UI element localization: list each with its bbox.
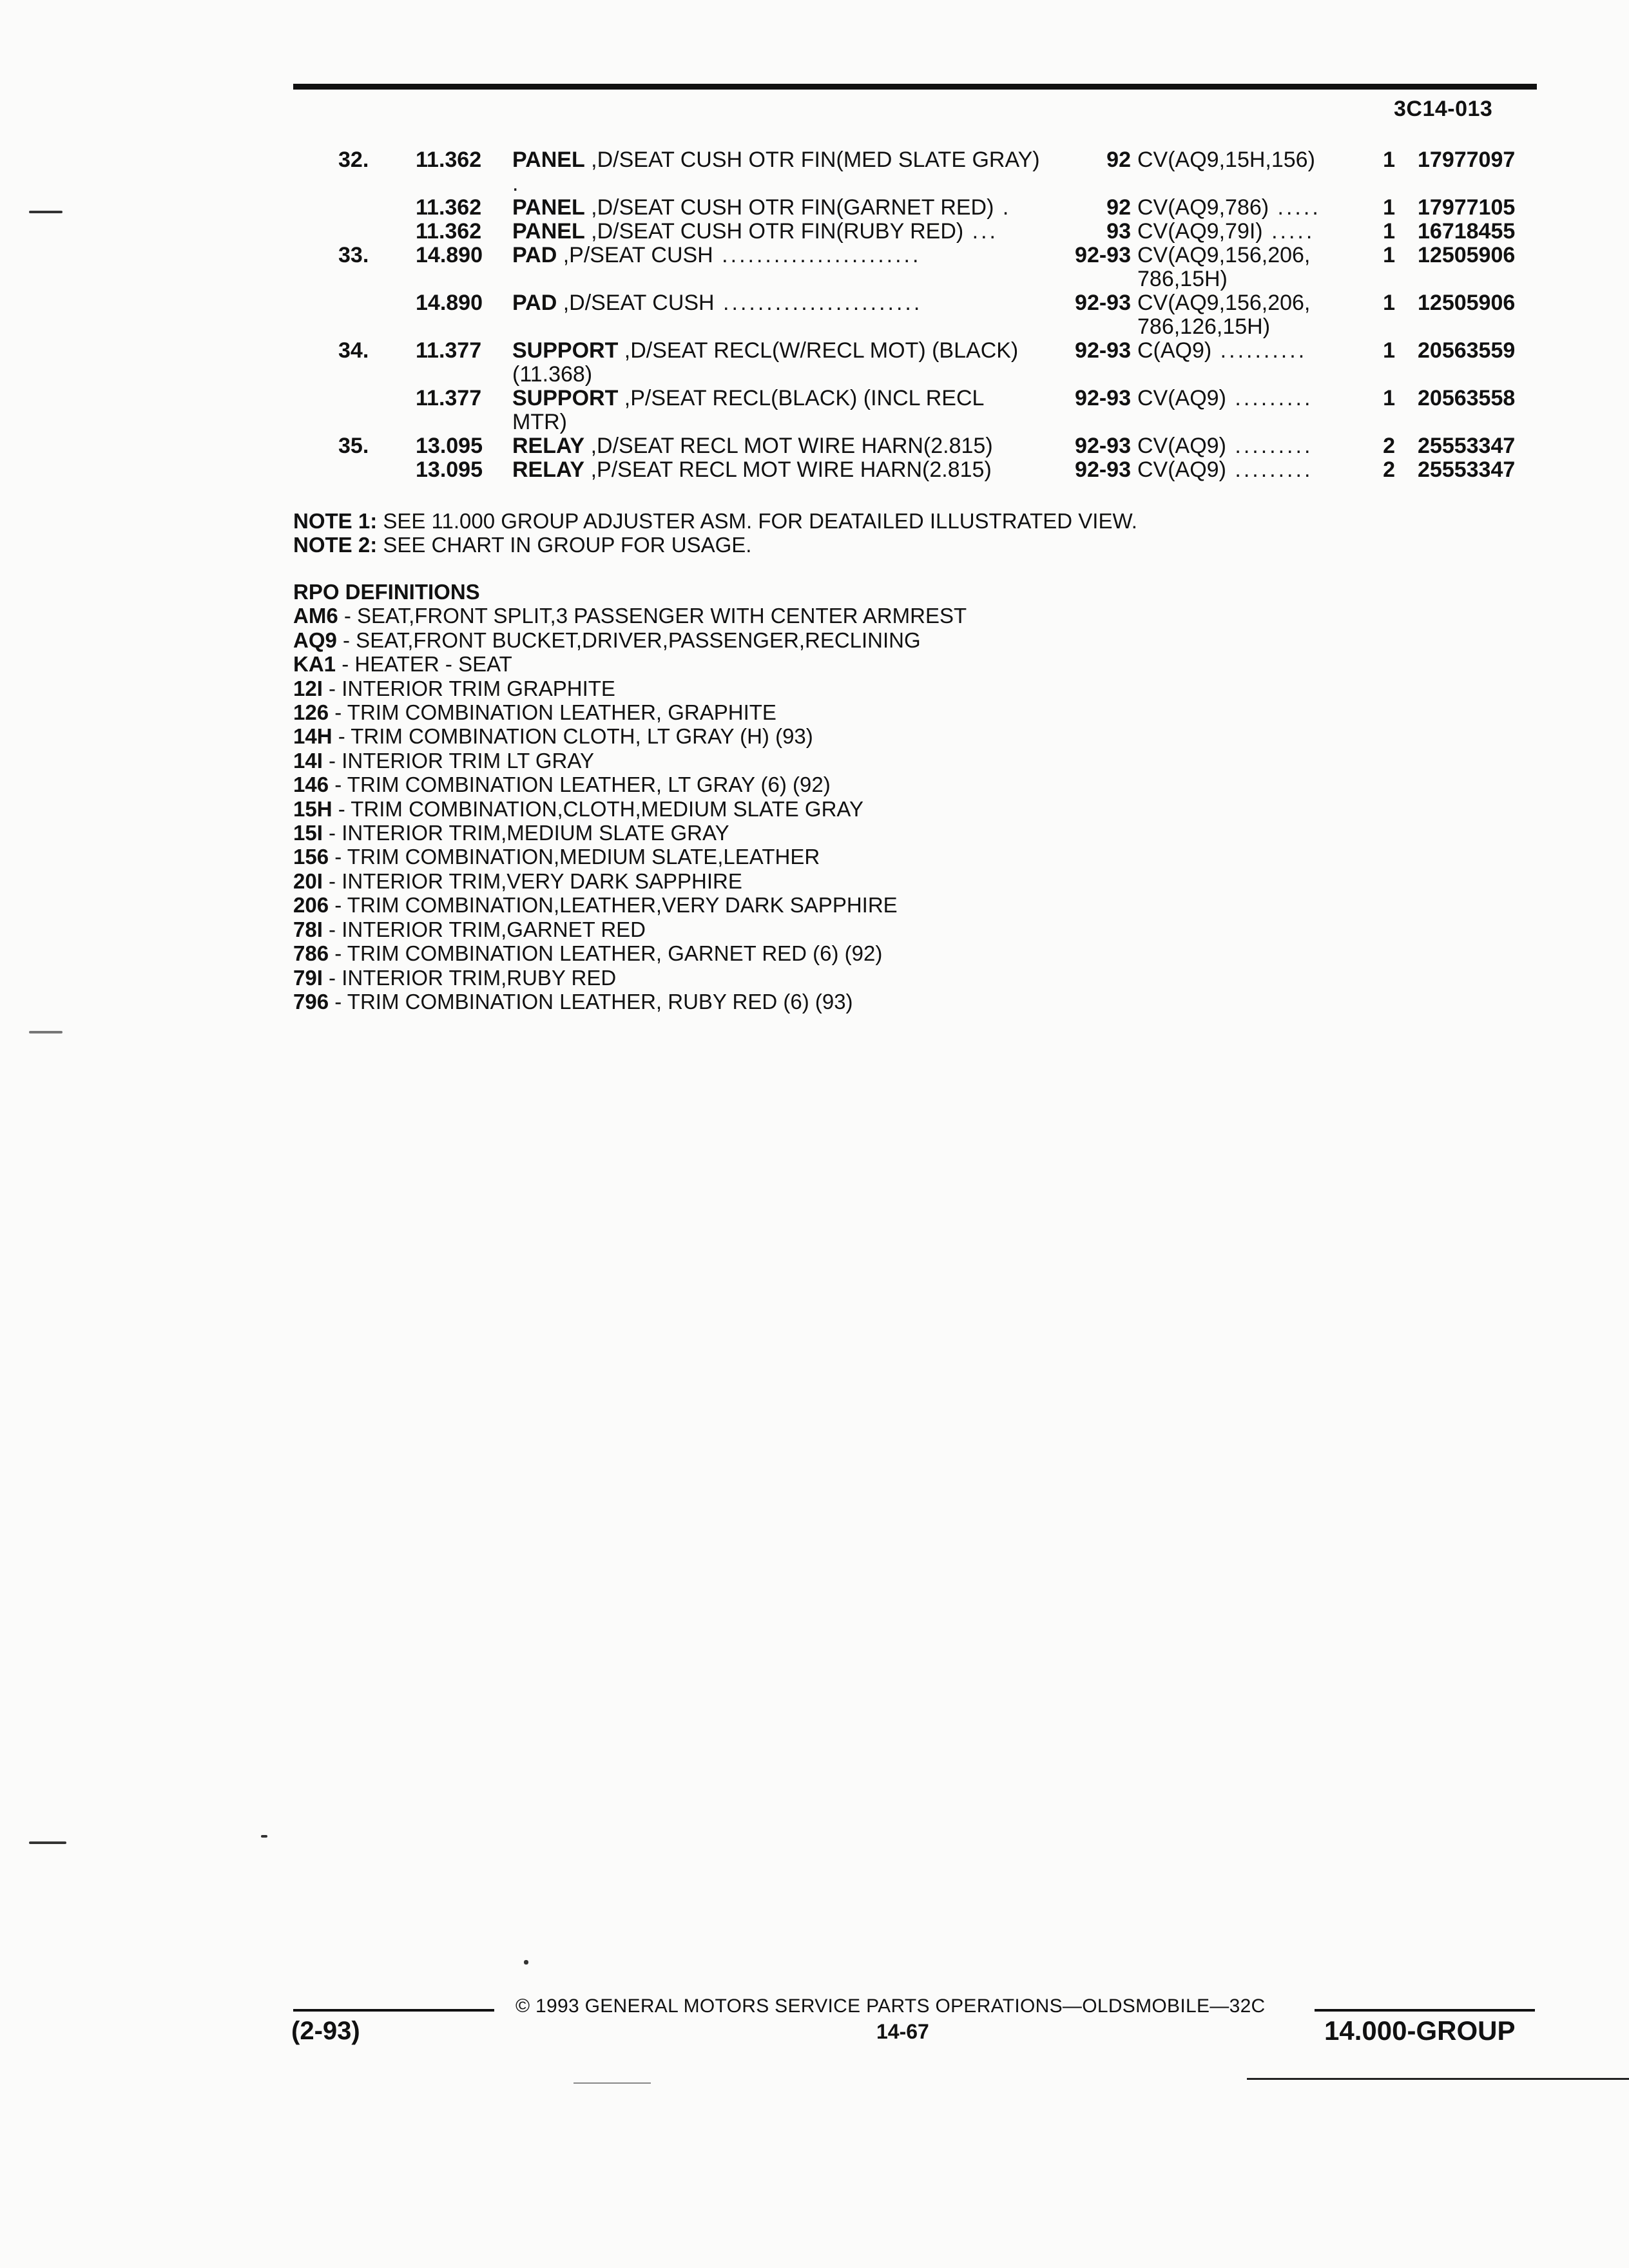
quantity: 2 [1383, 434, 1395, 458]
rpo-text: - TRIM COMBINATION,MEDIUM SLATE,LEATHER [329, 845, 820, 869]
item-number: 34. [338, 338, 369, 363]
dot-leader: ..... [1262, 219, 1315, 244]
part-name: RELAY [512, 457, 585, 482]
part-detail: ,P/SEAT CUSH [557, 243, 713, 267]
model-year: 92 [1106, 195, 1131, 220]
rpo-item [293, 893, 967, 917]
group-code: 14.890 [416, 243, 483, 267]
quantity: 1 [1383, 291, 1395, 315]
model-year: 92-93 [1075, 243, 1131, 267]
quantity: 1 [1383, 386, 1395, 410]
usage-code [1137, 196, 1353, 220]
rpo-item [293, 773, 967, 796]
rpo-item [293, 677, 967, 700]
quantity: 1 [1383, 338, 1395, 363]
part-detail: ,D/SEAT CUSH OTR FIN(GARNET RED) [584, 195, 994, 220]
group-code: 11.377 [416, 338, 482, 363]
rpo-code: 78I [293, 917, 323, 941]
rpo-code: 786 [293, 941, 329, 966]
model-year: 92-93 [1075, 457, 1131, 482]
usage-text: CV(AQ9) [1137, 386, 1226, 410]
rpo-code: 20I [293, 869, 323, 893]
rpo-text: - TRIM COMBINATION,LEATHER,VERY DARK SAPPHIRE [329, 893, 898, 918]
scan-line [574, 2082, 651, 2084]
usage-text: C(AQ9) [1137, 338, 1212, 363]
note-line [293, 533, 1137, 557]
footer-rule-right [1315, 2009, 1535, 2012]
part-name: SUPPORT [512, 386, 619, 410]
part-name: SUPPORT [512, 338, 619, 363]
table-row [293, 196, 1537, 220]
rpo-text: - INTERIOR TRIM,MEDIUM SLATE GRAY [322, 821, 729, 845]
note-label: NOTE 1: [293, 509, 378, 533]
rpo-item [293, 869, 967, 893]
quantity: 1 [1383, 148, 1395, 172]
rpo-text: - SEAT,FRONT SPLIT,3 PASSENGER WITH CENTER ARMREST [338, 604, 967, 628]
rpo-code: AM6 [293, 604, 338, 628]
usage-text: CV(AQ9,156,206, 786,126,15H) [1137, 291, 1311, 339]
scan-line [1247, 2078, 1629, 2080]
rpo-code: 156 [293, 845, 329, 869]
rpo-list [293, 604, 967, 1014]
table-row [293, 434, 1537, 458]
note-text: SEE 11.000 GROUP ADJUSTER ASM. FOR DEATAILED ILLUSTRATED VIEW. [377, 509, 1137, 533]
usage-code [1137, 220, 1353, 244]
part-detail: ,D/SEAT CUSH [557, 291, 715, 315]
model-year: 92-93 [1075, 386, 1131, 410]
dot-leader: ......... [1226, 386, 1313, 410]
rpo-text: - TRIM COMBINATION LEATHER, GARNET RED (6) (92) [329, 941, 883, 966]
part-description [512, 244, 1041, 267]
footer-group: 14.000-GROUP [1324, 2015, 1516, 2046]
part-number: 17977105 [1418, 195, 1516, 220]
table-row [293, 148, 1537, 196]
usage-code [1137, 434, 1353, 458]
model-year: 92-93 [1075, 291, 1131, 315]
usage-text: CV(AQ9,786) [1137, 195, 1269, 220]
rpo-text: - SEAT,FRONT BUCKET,DRIVER,PASSENGER,RECLINING [336, 628, 921, 652]
rpo-text: - TRIM COMBINATION LEATHER, LT GRAY (6) (92) [329, 773, 831, 797]
model-year: 92-93 [1075, 338, 1131, 363]
rpo-text: - TRIM COMBINATION LEATHER, RUBY RED (6) (93) [329, 989, 853, 1014]
rpo-item [293, 724, 967, 748]
rpo-code: 14I [293, 748, 323, 773]
rpo-item [293, 652, 967, 676]
group-code: 11.362 [416, 219, 482, 244]
rpo-text: - TRIM COMBINATION,CLOTH,MEDIUM SLATE GRAY [332, 796, 863, 821]
usage-text: CV(AQ9,156,206, 786,15H) [1137, 243, 1311, 291]
notes-section [293, 509, 1137, 557]
footer-rule-left [293, 2009, 494, 2012]
part-number: 25553347 [1418, 457, 1516, 482]
group-code: 11.362 [416, 195, 482, 220]
part-description [512, 291, 1041, 315]
scan-mark [524, 1960, 528, 1965]
rpo-item [293, 990, 967, 1014]
usage-code [1137, 244, 1353, 291]
rpo-title: RPO DEFINITIONS [293, 580, 480, 604]
quantity: 1 [1383, 219, 1395, 244]
note-label: NOTE 2: [293, 533, 378, 557]
rpo-item [293, 918, 967, 941]
rpo-code: 796 [293, 989, 329, 1014]
rpo-item [293, 821, 967, 845]
rpo-code: KA1 [293, 652, 336, 677]
model-year: 92 [1106, 148, 1131, 172]
rpo-code: 206 [293, 893, 329, 918]
usage-text: CV(AQ9,79I) [1137, 219, 1263, 244]
scan-mark [29, 1031, 63, 1033]
dot-leader: ......... [1226, 434, 1313, 458]
part-detail: ,D/SEAT RECL(W/RECL MOT) (BLACK)(11.368) [512, 338, 1019, 387]
part-number: 25553347 [1418, 434, 1516, 458]
dot-leader: ......... [1226, 457, 1313, 482]
part-description [512, 458, 1041, 482]
part-detail: ,D/SEAT RECL MOT WIRE HARN(2.815) [584, 434, 993, 458]
table-row [293, 458, 1537, 482]
table-row [293, 220, 1537, 244]
copyright: © 1993 GENERAL MOTORS SERVICE PARTS OPERATIONS—OLDSMOBILE—32C [516, 1995, 1266, 2017]
part-number: 20563558 [1418, 386, 1516, 410]
table-row [293, 291, 1537, 339]
part-number: 17977097 [1418, 148, 1516, 172]
rpo-text: - INTERIOR TRIM LT GRAY [322, 748, 594, 773]
note-text: SEE CHART IN GROUP FOR USAGE. [377, 533, 752, 557]
rpo-item [293, 797, 967, 821]
group-code: 13.095 [416, 457, 483, 482]
usage-code [1137, 291, 1353, 339]
part-number: 12505906 [1418, 243, 1516, 267]
table-row [293, 244, 1537, 291]
part-number: 12505906 [1418, 291, 1516, 315]
rpo-text: - INTERIOR TRIM,RUBY RED [322, 965, 617, 990]
item-number: 32. [338, 148, 369, 172]
item-number: 33. [338, 243, 369, 267]
part-name: PAD [512, 243, 557, 267]
item-number: 35. [338, 434, 369, 458]
dot-leader: ....................... [713, 243, 921, 267]
rpo-text: - TRIM COMBINATION LEATHER, GRAPHITE [329, 700, 776, 725]
quantity: 2 [1383, 457, 1395, 482]
part-detail: ,P/SEAT RECL MOT WIRE HARN(2.815) [584, 457, 992, 482]
page-code: 3C14-013 [1394, 97, 1493, 121]
group-code: 14.890 [416, 291, 483, 315]
rpo-text: - INTERIOR TRIM,VERY DARK SAPPHIRE [322, 869, 742, 893]
rpo-item [293, 628, 967, 652]
footer-page-number: 14-67 [876, 2020, 929, 2043]
scan-mark [29, 211, 63, 213]
footer-date: (2-93) [291, 2017, 360, 2045]
part-detail: ,P/SEAT RECL(BLACK) (INCL RECL MTR) [512, 386, 984, 434]
group-code: 13.095 [416, 434, 483, 458]
rpo-text: - INTERIOR TRIM,GARNET RED [322, 917, 646, 941]
part-number: 16718455 [1418, 219, 1516, 244]
rpo-item [293, 749, 967, 773]
part-description [512, 434, 1041, 458]
rpo-definitions [293, 580, 967, 1014]
rpo-text: - INTERIOR TRIM GRAPHITE [322, 676, 615, 700]
rpo-item [293, 941, 967, 965]
group-code: 11.377 [416, 386, 482, 410]
model-year: 92-93 [1075, 434, 1131, 458]
dot-leader: .......... [1211, 338, 1307, 363]
rpo-code: 79I [293, 965, 323, 990]
dot-leader: . [512, 171, 521, 196]
rpo-code: 12I [293, 676, 323, 700]
note-line [293, 509, 1137, 533]
table-row [293, 339, 1537, 387]
part-name: PANEL [512, 195, 585, 220]
dot-leader: ....................... [714, 291, 923, 315]
usage-text: CV(AQ9) [1137, 434, 1226, 458]
rpo-item [293, 604, 967, 628]
rpo-code: AQ9 [293, 628, 337, 652]
part-name: RELAY [512, 434, 585, 458]
part-description [512, 387, 1041, 434]
dot-leader: ... [963, 219, 999, 244]
part-description [512, 148, 1041, 196]
rpo-code: 126 [293, 700, 329, 725]
top-rule [293, 84, 1537, 90]
model-year: 93 [1106, 219, 1131, 244]
part-detail: ,D/SEAT CUSH OTR FIN(MED SLATE GRAY) [584, 148, 1040, 172]
rpo-code: 15I [293, 821, 323, 845]
part-name: PANEL [512, 219, 585, 244]
rpo-text: - TRIM COMBINATION CLOTH, LT GRAY (H) (93) [332, 724, 813, 749]
rpo-text: - HEATER - SEAT [336, 652, 512, 677]
dot-leader: ..... [1269, 195, 1321, 220]
group-code: 11.362 [416, 148, 482, 172]
scan-mark [29, 1841, 66, 1844]
quantity: 1 [1383, 243, 1395, 267]
usage-code [1137, 387, 1353, 410]
rpo-code: 146 [293, 773, 329, 797]
rpo-item [293, 966, 967, 990]
rpo-item [293, 845, 967, 869]
part-name: PANEL [512, 148, 585, 172]
part-description [512, 220, 1041, 244]
part-detail: ,D/SEAT CUSH OTR FIN(RUBY RED) [584, 219, 964, 244]
usage-code [1137, 339, 1353, 363]
part-name: PAD [512, 291, 557, 315]
part-number: 20563559 [1418, 338, 1516, 363]
rpo-code: 14H [293, 724, 333, 749]
rpo-code: 15H [293, 796, 333, 821]
usage-code [1137, 148, 1353, 172]
rpo-item [293, 700, 967, 724]
table-row [293, 387, 1537, 434]
part-description [512, 339, 1041, 387]
dot-leader: . [994, 195, 1012, 220]
usage-text: CV(AQ9,15H,156) [1137, 148, 1315, 172]
scan-mark [261, 1835, 267, 1838]
usage-text: CV(AQ9) [1137, 457, 1226, 482]
usage-code [1137, 458, 1353, 482]
part-description [512, 196, 1041, 220]
quantity: 1 [1383, 195, 1395, 220]
